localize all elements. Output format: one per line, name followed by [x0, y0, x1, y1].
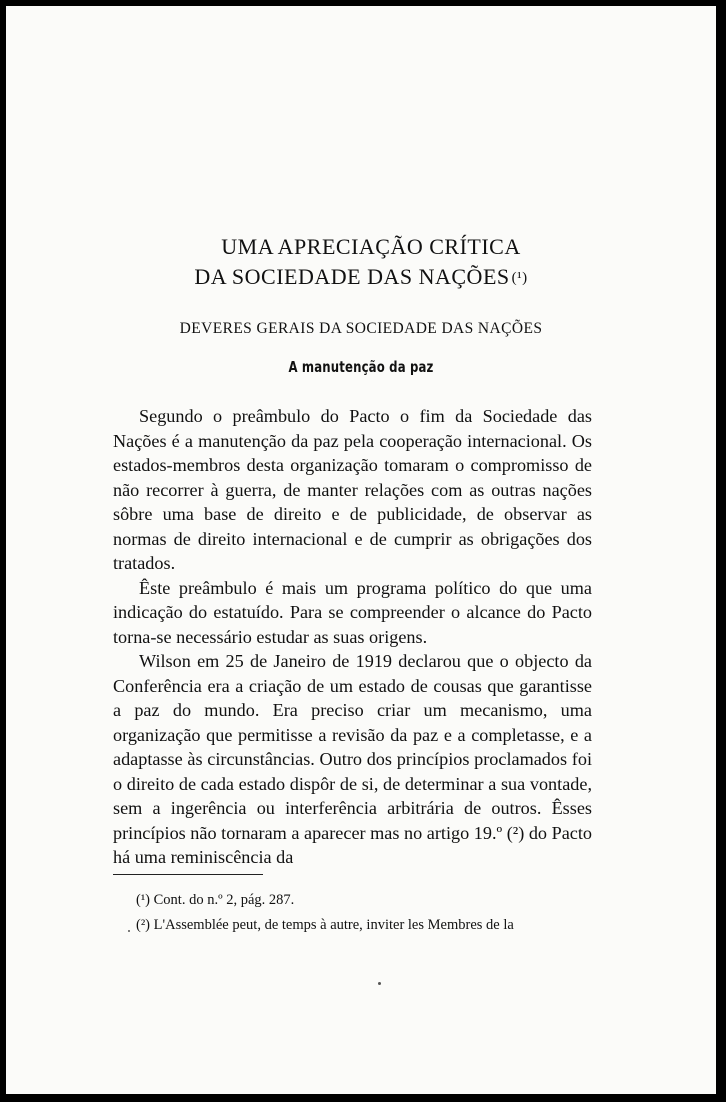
document-page — [6, 6, 716, 1094]
scan-speck — [128, 930, 130, 932]
subsection-heading: A manutenção da paz — [288, 358, 434, 376]
footnote-1-text: Cont. do n.º 2, pág. 287. — [153, 892, 295, 908]
paragraph-3: Wilson em 25 de Janeiro de 1919 declarou que o objecto da Conferência era a criação de um estado de cousas que garantisse a paz do mundo. Era preciso criar um mecanismo, uma organização que permitisse a revisão da paz e a completasse, e a adaptasse às circunstâncias. Outro dos princípios proclamados foi o direito de cada estado dispôr de si, de determinar a sua vontade, sem a ingerência ou interferência arbitrária de outros. Êsses princípios não tornaram a aparecer mas no artigo 19.º (²) do Pacto há uma reminiscência da — [113, 651, 592, 867]
page-title-line-1 — [16, 232, 716, 262]
footnote-divider — [113, 874, 263, 875]
page-title-line-2 — [6, 262, 716, 293]
body-text — [113, 404, 592, 870]
footnote-2-mark: (²) — [136, 917, 151, 933]
section-heading: DEVERES GERAIS DA SOCIEDADE DAS NAÇÕES — [179, 320, 543, 337]
footnote-1-mark: (¹) — [136, 892, 151, 908]
scan-speck — [378, 982, 381, 985]
paragraph-1: Segundo o preâmbulo do Pacto o fim da Sociedade das Nações é a manutenção da paz pela cooperação internacional. Os estados-membros desta organização tomaram o compromisso de não recorrer à guerra, de manter relações com as outras nações sôbre uma base de direito e de publicidade, de observar as normas de direito internacional e de cumprir as obrigações dos tratados. — [113, 406, 592, 573]
footnote-2-text: L'Assemblée peut, de temps à autre, inviter les Membres de la — [153, 917, 514, 933]
footnote-2 — [136, 913, 592, 938]
footnote-1 — [136, 888, 592, 913]
title-footnote-ref[interactable]: (¹) — [511, 270, 528, 286]
paragraph-2: Êste preâmbulo é mais um programa político do que uma indicação do estatuído. Para se compreender o alcance do Pacto torna-se necessário estudar as suas origens. — [113, 577, 592, 647]
footnotes — [136, 888, 592, 938]
page-title-text-1: UMA APRECIAÇÃO CRÍTICA — [221, 234, 521, 259]
page-title-text-2: DA SOCIEDADE DAS NAÇÕES — [194, 264, 510, 289]
scanned-page — [6, 6, 716, 1094]
